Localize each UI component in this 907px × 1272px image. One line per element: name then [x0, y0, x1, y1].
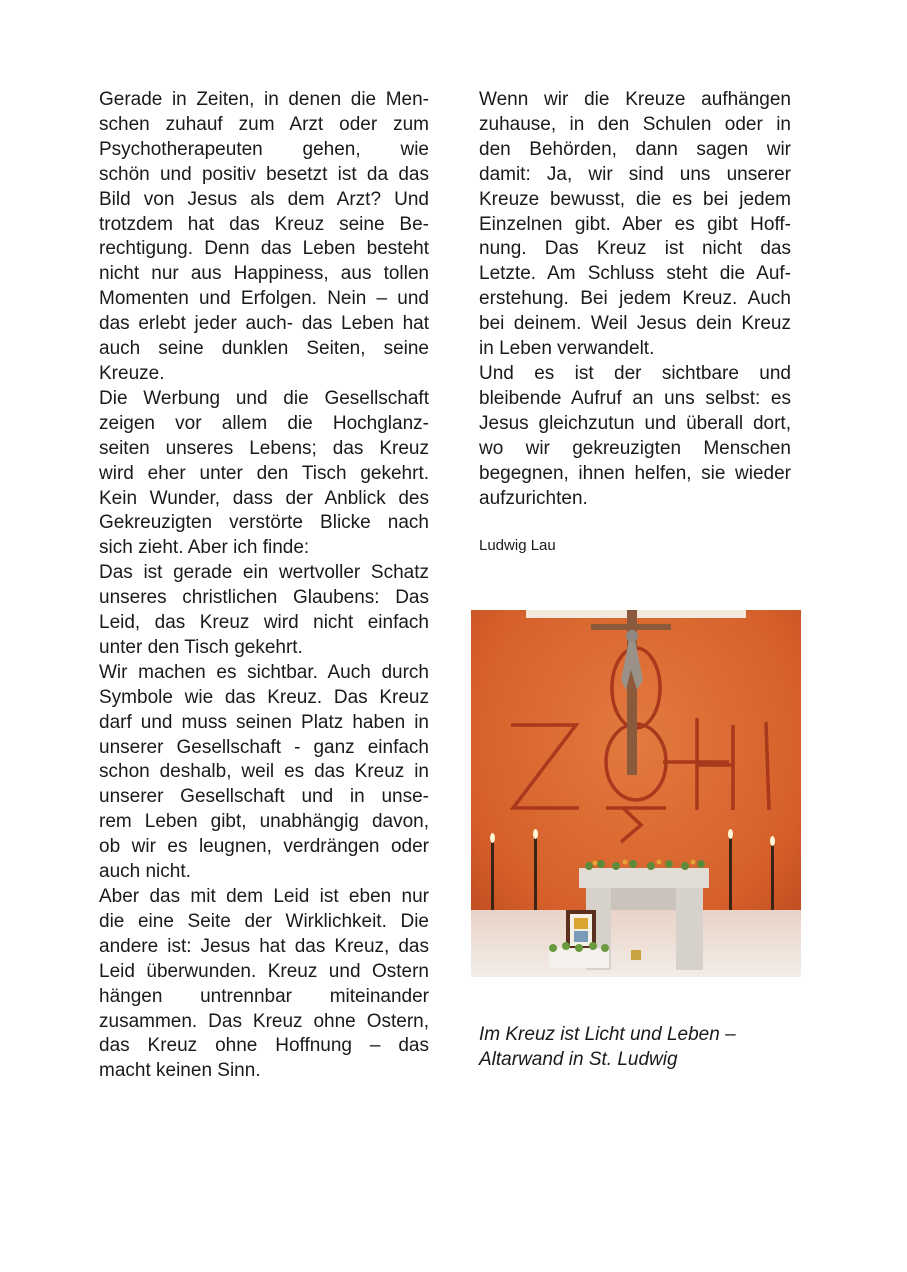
text-line: Momenten und Erfolgen. Nein – und	[99, 288, 429, 310]
text-line: Und es ist der sichtbare und	[479, 362, 791, 384]
paragraph	[99, 661, 429, 885]
paragraph	[99, 885, 429, 1084]
text-line: Letzte. Am Schluss steht die Auf-	[479, 263, 791, 285]
text-line: schön und positiv besetzt ist da das	[99, 163, 429, 185]
author-name: Ludwig Lau	[479, 537, 556, 554]
text-line: zusammen. Das Kreuz ohne Ostern,	[99, 1010, 429, 1032]
text-line: wird eher unter den Tisch gekehrt.	[99, 462, 429, 484]
text-line: nicht nur aus Happiness, aus tollen	[99, 263, 429, 285]
altar-wall-photo	[471, 610, 801, 977]
text-line: Kein Wunder, dass der Anblick des	[99, 487, 429, 509]
text-line: Psychotherapeuten gehen, wie	[99, 138, 429, 160]
text-line: Wir machen es sichtbar. Auch durch	[99, 661, 429, 683]
photo-caption	[479, 1022, 799, 1072]
text-line: Die Werbung und die Gesellschaft	[99, 387, 429, 409]
left-text-column	[99, 88, 429, 1084]
text-line: unter den Tisch gekehrt.	[99, 636, 303, 658]
paragraph	[479, 362, 791, 511]
text-line: den Behörden, dann sagen wir	[479, 138, 791, 160]
text-line: bei deinem. Weil Jesus dein Kreuz	[479, 313, 791, 335]
paragraph	[479, 88, 791, 362]
text-line: Aber das mit dem Leid ist eben nur	[99, 886, 429, 907]
text-line: andere ist: Jesus hat das Kreuz, das	[99, 935, 429, 957]
right-text-column	[479, 88, 791, 511]
text-line: Das ist gerade ein wertvoller Schatz	[99, 562, 429, 584]
text-line: Kreuze.	[99, 362, 165, 384]
text-line: das Kreuz ohne Hoffnung – das	[99, 1035, 429, 1057]
text-line: Gerade in Zeiten, in denen die Men-	[99, 89, 429, 110]
text-line: Gekreuzigten verstörte Blicke nach	[99, 512, 429, 534]
text-line: darf und muss seinen Platz haben in	[99, 711, 429, 733]
text-line: unseres christlichen Glaubens: Das	[99, 587, 429, 609]
text-line: wo wir gekreuzigten Menschen	[479, 437, 791, 459]
text-line: Leid überwunden. Kreuz und Ostern	[99, 960, 429, 982]
text-line: macht keinen Sinn.	[99, 1060, 261, 1082]
text-line: seiten unseres Lebens; das Kreuz	[99, 437, 429, 459]
text-line: Jesus gleichzutun und überall dort,	[479, 412, 791, 434]
caption-line-1: Im Kreuz ist Licht und Leben –	[479, 1024, 736, 1045]
text-line: Symbole wie das Kreuz. Das Kreuz	[99, 686, 429, 708]
text-line: sich zieht. Aber ich finde:	[99, 537, 310, 559]
text-line: schen zuhauf zum Arzt oder zum	[99, 113, 429, 135]
text-line: auch nicht.	[99, 861, 191, 883]
text-line: begegnen, ihnen helfen, sie wieder	[479, 462, 791, 484]
text-line: in Leben verwandelt.	[479, 338, 655, 360]
text-line: zuhause, in den Schulen oder in	[479, 113, 791, 135]
paragraph	[99, 88, 429, 387]
text-line: das erlebt jeder auch- das Leben hat	[99, 313, 429, 335]
text-line: schon deshalb, weil es das Kreuz in	[99, 761, 429, 783]
altar-wall-illustration	[471, 610, 801, 977]
text-line: Einzelnen gibt. Aber es gibt Hoff-	[479, 213, 791, 235]
text-line: Wenn wir die Kreuze aufhängen	[479, 89, 791, 110]
text-line: rechtigung. Denn das Leben besteht	[99, 238, 429, 260]
text-line: damit: Ja, wir sind uns unserer	[479, 163, 791, 185]
text-line: erstehung. Bei jedem Kreuz. Auch	[479, 288, 791, 310]
text-line: trotzdem hat das Kreuz seine Be-	[99, 213, 429, 235]
text-line: auch seine dunklen Seiten, seine	[99, 338, 429, 360]
small-box	[631, 950, 641, 960]
text-line: hängen untrennbar miteinander	[99, 985, 429, 1007]
paragraph	[99, 561, 429, 661]
text-line: unserer Gesellschaft - ganz einfach	[99, 736, 429, 758]
paragraph	[99, 387, 429, 561]
text-line: Kreuze bewusst, die es bei jedem	[479, 188, 791, 210]
text-line: bleibende Aufruf an uns selbst: es	[479, 387, 791, 409]
text-line: rem Leben gibt, unabhängig davon,	[99, 811, 429, 833]
caption-line-2: Altarwand in St. Ludwig	[479, 1049, 678, 1070]
floor	[471, 910, 801, 977]
text-line: nung. Das Kreuz ist nicht das	[479, 238, 791, 260]
text-line: ob wir es leugnen, verdrängen oder	[99, 836, 429, 858]
text-line: zeigen vor allem die Hochglanz-	[99, 412, 429, 434]
text-line: Leid, das Kreuz wird nicht einfach	[99, 612, 429, 634]
text-line: die eine Seite der Wirklichkeit. Die	[99, 910, 429, 932]
text-line: unserer Gesellschaft und in unse-	[99, 786, 429, 808]
text-line: aufzurichten.	[479, 487, 588, 509]
text-line: Bild von Jesus als dem Arzt? Und	[99, 188, 429, 210]
